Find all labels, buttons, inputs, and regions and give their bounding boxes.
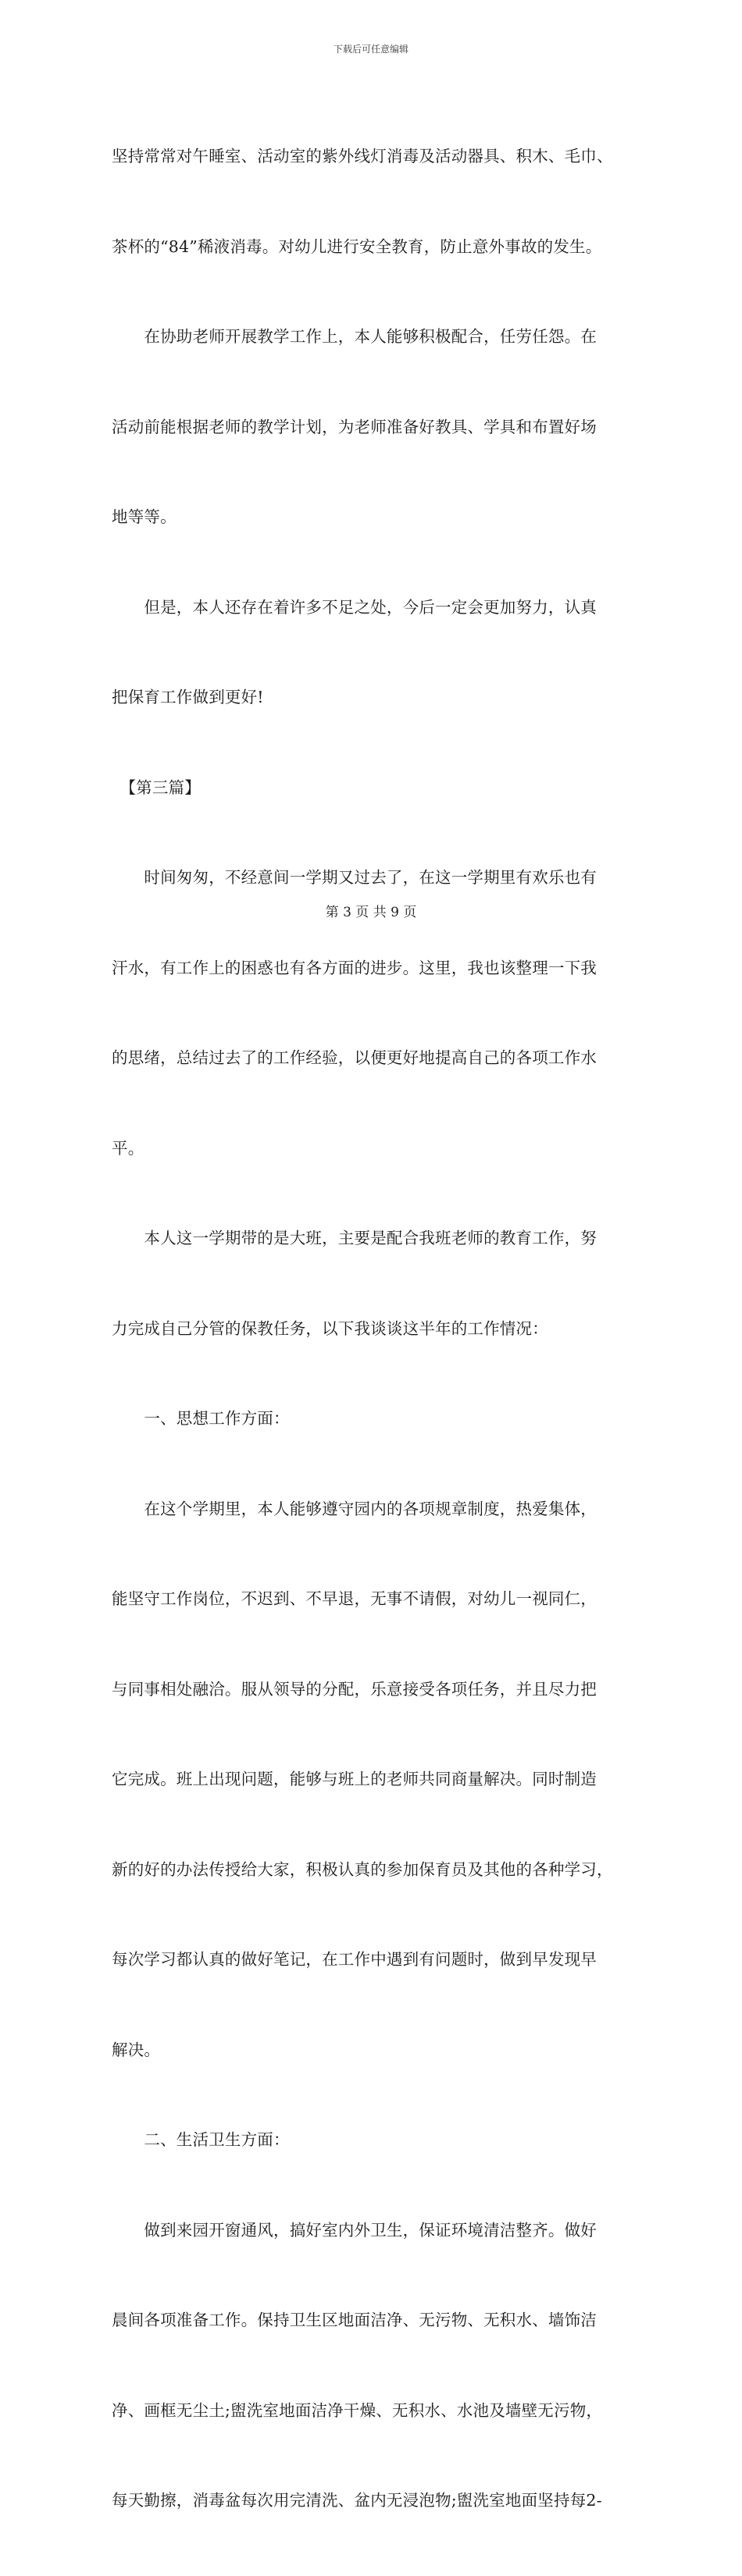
text-line: 地等等。 — [112, 507, 177, 526]
text-line: 新的好的办法传授给大家，积极认真的参加保育员及其他的各种学习， — [112, 1859, 613, 1879]
text-line: 能坚守工作岗位，不迟到、不早退，无事不请假，对幼儿一视同仁， — [112, 1589, 597, 1608]
text-line: 的思绪，总结过去了的工作经验，以便更好地提高自己的各项工作水 — [112, 1048, 597, 1067]
text-line: 每天勤擦，消毒盆每次用完清洗、盆内无浸泡物;盥洗室地面坚持每2- — [112, 2491, 602, 2510]
text-line: 解决。 — [112, 2040, 161, 2059]
body-text — [112, 81, 635, 2576]
text-line: 力完成自己分管的保教任务，以下我谈谈这半年的工作情况： — [112, 1318, 548, 1338]
subsection-heading: 二、生活卫生方面： — [112, 2130, 290, 2149]
page-header: 下载后可任意编辑 — [333, 44, 408, 55]
section-heading: 【第三篇】 — [112, 777, 201, 797]
text-line: 在这个学期里，本人能够遵守园内的各项规章制度，热爱集体， — [112, 1499, 597, 1518]
text-line: 每次学习都认真的做好笔记，在工作中遇到有问题时，做到早发现早 — [112, 1950, 597, 1969]
subsection-heading: 一、思想工作方面： — [112, 1409, 290, 1428]
document-body — [112, 81, 635, 2576]
text-line: 本人这一学期带的是大班，主要是配合我班老师的教育工作，努 — [112, 1229, 597, 1247]
text-line: 时间匆匆，不经意间一学期又过去了，在这一学期里有欢乐也有 — [112, 868, 597, 887]
text-line: 净、画框无尘土;盥洗室地面洁净干燥、无积水、水池及墙壁无污物， — [112, 2400, 603, 2420]
text-line: 汗水，有工作上的困惑也有各方面的进步。这里，我也该整理一下我 — [112, 958, 597, 977]
text-line: 与同事相处融洽。服从领导的分配，乐意接受各项任务，并且尽力把 — [112, 1679, 597, 1699]
text-line: 活动前能根据老师的教学计划，为老师准备好教具、学具和布置好场 — [112, 417, 597, 436]
text-line: 平。 — [112, 1138, 144, 1158]
text-line: 茶杯的“84”稀液消毒。对幼儿进行安全教育，防止意外事故的发生。 — [112, 237, 602, 256]
text-line: 做到来园开窗通风，搞好室内外卫生，保证环境清洁整齐。做好 — [112, 2220, 597, 2240]
text-line: 晨间各项准备工作。保持卫生区地面洁净、无污物、无积水、墙饰洁 — [112, 2311, 597, 2329]
text-line: 它完成。班上出现问题，能够与班上的老师共同商量解决。同时制造 — [112, 1770, 597, 1788]
text-line: 坚持常常对午睡室、活动室的紫外线灯消毒及活动器具、积木、毛巾、 — [112, 147, 613, 165]
page-number-footer: 第 3 页 共 9 页 — [325, 905, 417, 920]
text-line: 在协助老师开展教学工作上，本人能够积极配合，任劳任怨。在 — [112, 327, 597, 346]
text-line: 但是，本人还存在着许多不足之处，今后一定会更加努力，认真 — [112, 597, 597, 617]
text-line: 把保育工作做到更好! — [112, 688, 264, 706]
